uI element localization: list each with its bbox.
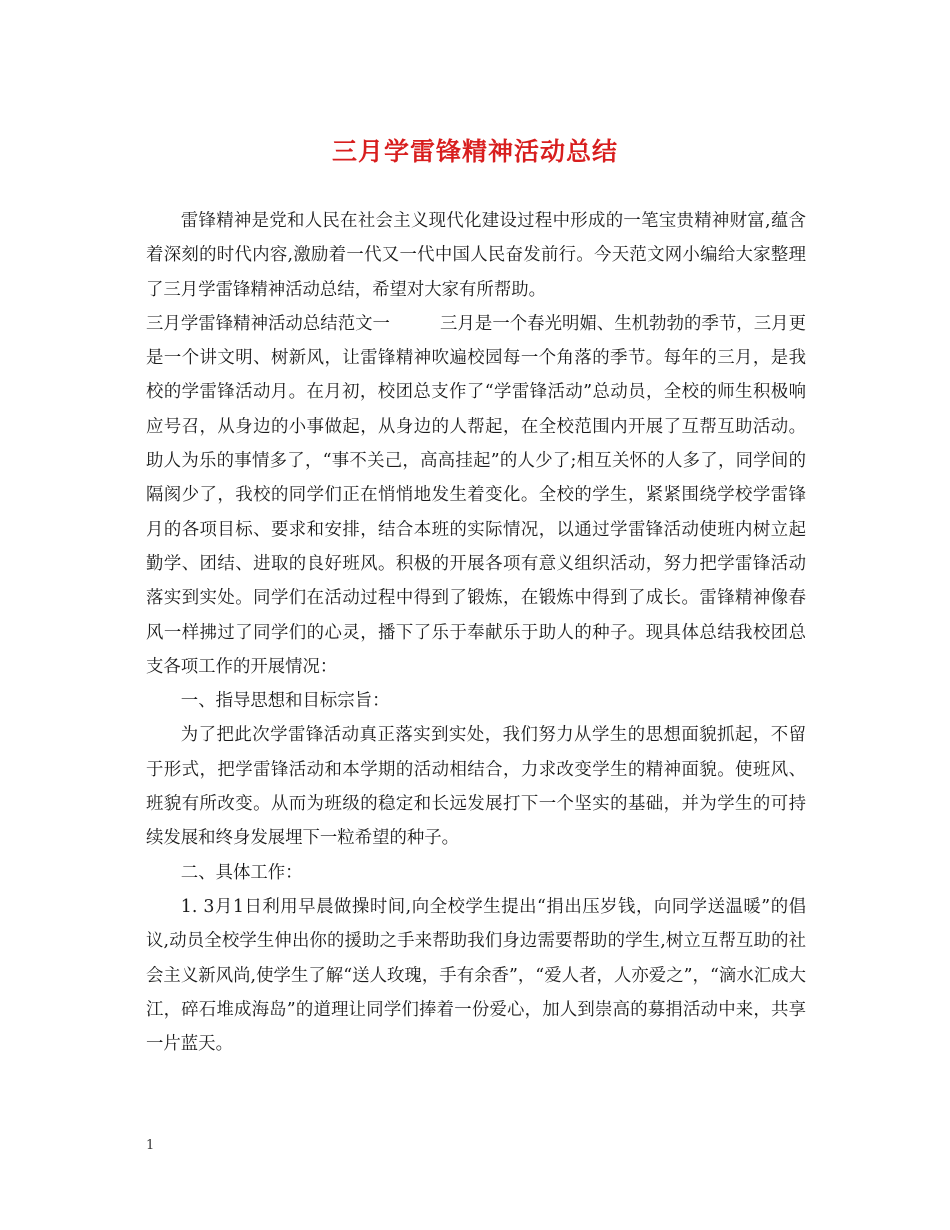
section2-item-1: 1. 3月1日利用早晨做操时间,向全校学生提出“捐出压岁钱，向同学送温暖”的倡议,动员全校学生伸出你的援助之手来帮助我们身边需要帮助的学生,树立互帮互助的社会主义新风尚,使学生了解“送人玫瑰，手有余香”，“爱人者，人亦爱之”，“滴水汇成大江，碎石堆成海岛”的道理让同学们捧着一份爱心，加人到崇高的募捐活动中来，共享一片蓝天。	[146, 896, 806, 1055]
intro-paragraph: 雷锋精神是党和人民在社会主义现代化建设过程中形成的一笔宝贵精神财富,蕴含着深刻的时代内容,激励着一代又一代中国人民奋发前行。今天范文网小编给大家整理了三月学雷锋精神活动总结，希望对大家有所帮助。	[146, 211, 806, 300]
section2-heading: 二、具体工作：	[180, 862, 303, 883]
document-title: 三月学雷锋精神活动总结	[331, 137, 618, 166]
section1-paragraph: 为了把此次学雷锋活动真正落实到实处，我们努力从学生的思想面貌抓起，不留于形式，把学雷锋活动和本学期的活动相结合，力求改变学生的精神面貌。使班风、班貌有所改变。从而为班级的稳定和长远发展打下一个坚实的基础，并为学生的可持续发展和终身发展埋下一粒希望的种子。	[146, 725, 806, 849]
sample-paragraph	[146, 307, 806, 684]
page-number: 1	[146, 1138, 155, 1153]
sample-heading: 三月学雷锋精神活动总结范文一	[146, 313, 390, 334]
sample-body: 三月是一个春光明媚、生机勃勃的季节，三月更是一个讲文明、树新风，让雷锋精神吹遍校园每一个角落的季节。每年的三月，是我校的学雷锋活动月。在月初，校团总支作了“学雷锋活动”总动员，全校的师生积极响应号召，从身边的小事做起，从身边的人帮起，在全校范围内开展了互帮互助活动。助人为乐的事情多了，“事不关己，高高挂起”的人少了;相互关怀的人多了，同学间的隔阂少了，我校的同学们正在悄悄地发生着变化。全校的学生，紧紧围绕学校学雷锋月的各项目标、要求和安排，结合本班的实际情况，以通过学雷锋活动使班内树立起勤学、团结、进取的良好班风。积极的开展各项有意义组织活动，努力把学雷锋活动落实到实处。同学们在活动过程中得到了锻炼，在锻炼中得到了成长。雷锋精神像春风一样拂过了同学们的心灵，播下了乐于奉献乐于助人的种子。现具体总结我校团总支各项工作的开展情况：	[146, 313, 806, 677]
document-body	[146, 204, 806, 1061]
section1-heading: 一、指导思想和目标宗旨：	[180, 691, 390, 712]
